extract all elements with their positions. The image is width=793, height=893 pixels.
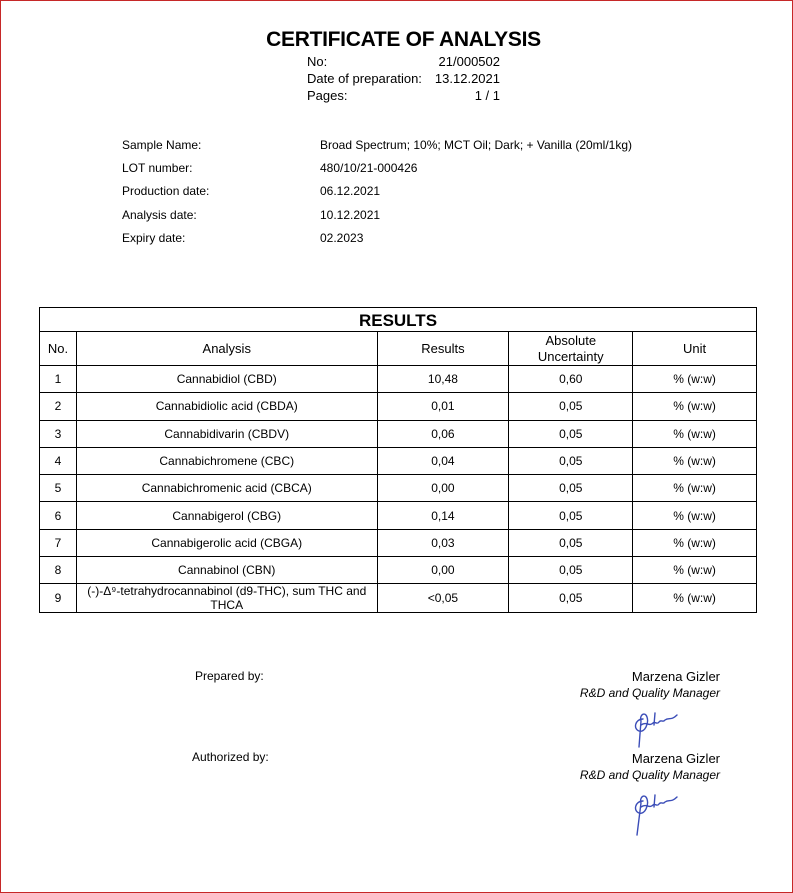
row-uncertainty: 0,05 bbox=[509, 529, 633, 556]
row-uncertainty: 0,05 bbox=[509, 420, 633, 447]
table-row bbox=[40, 584, 757, 613]
row-analysis: Cannabigerolic acid (CBGA) bbox=[76, 529, 377, 556]
row-unit: % (w:w) bbox=[633, 393, 757, 420]
row-analysis: Cannabichromene (CBC) bbox=[76, 447, 377, 474]
authorized-by-role: R&D and Quality Manager bbox=[579, 768, 720, 782]
meta-number-label: No: bbox=[307, 54, 328, 69]
sample-row bbox=[122, 160, 632, 183]
row-analysis: Cannabidiolic acid (CBDA) bbox=[76, 393, 377, 420]
row-number: 9 bbox=[40, 584, 77, 613]
row-number: 1 bbox=[40, 366, 77, 393]
row-analysis: Cannabigerol (CBG) bbox=[76, 502, 377, 529]
row-number: 7 bbox=[40, 529, 77, 556]
meta-date-label: Date of preparation: bbox=[307, 71, 422, 86]
table-row bbox=[40, 557, 757, 584]
sample-label: Sample Name: bbox=[122, 138, 202, 152]
results-table bbox=[39, 307, 757, 613]
sample-label: Production date: bbox=[122, 184, 210, 199]
row-result: 0,14 bbox=[377, 502, 509, 529]
column-header-results: Results bbox=[377, 332, 509, 366]
meta-number-value: 21/000502 bbox=[438, 54, 500, 69]
sample-value: 06.12.2021 bbox=[320, 184, 381, 199]
row-unit: % (w:w) bbox=[633, 502, 757, 529]
row-result: 0,03 bbox=[377, 529, 509, 556]
row-result: <0,05 bbox=[377, 584, 509, 613]
table-row bbox=[40, 447, 757, 474]
sample-value: Broad Spectrum; 10%; MCT Oil; Dark; + Vanilla (20ml/1kg) bbox=[320, 138, 632, 152]
certificate-meta bbox=[307, 53, 500, 104]
results-header-row bbox=[40, 332, 757, 366]
row-result: 0,01 bbox=[377, 393, 509, 420]
row-analysis: Cannabinol (CBN) bbox=[76, 557, 377, 584]
row-number: 6 bbox=[40, 502, 77, 529]
meta-pages-label: Pages: bbox=[307, 88, 348, 103]
authorized-by-label: Authorized by: bbox=[192, 750, 269, 764]
row-analysis: Cannabidiol (CBD) bbox=[76, 366, 377, 393]
prepared-by-role: R&D and Quality Manager bbox=[579, 686, 720, 700]
row-uncertainty: 0,05 bbox=[509, 475, 633, 502]
row-number: 5 bbox=[40, 475, 77, 502]
sample-value: 02.2023 bbox=[320, 230, 364, 245]
sample-label: Expiry date: bbox=[122, 230, 186, 245]
column-header-no: No. bbox=[40, 332, 77, 366]
row-uncertainty: 0,05 bbox=[509, 393, 633, 420]
prepared-by-block bbox=[580, 669, 720, 701]
row-number: 3 bbox=[40, 420, 77, 447]
row-uncertainty: 0,05 bbox=[509, 584, 633, 613]
row-uncertainty: 0,05 bbox=[509, 502, 633, 529]
row-unit: % (w:w) bbox=[633, 584, 757, 613]
signature-authorized bbox=[625, 789, 691, 843]
results-title-row bbox=[40, 308, 757, 332]
row-unit: % (w:w) bbox=[633, 366, 757, 393]
results-heading: RESULTS bbox=[40, 308, 757, 332]
row-analysis: Cannabichromenic acid (CBCA) bbox=[76, 475, 377, 502]
document-title: CERTIFICATE OF ANALYSIS bbox=[266, 28, 541, 51]
table-row bbox=[40, 420, 757, 447]
prepared-by-name: Marzena Gizler bbox=[631, 669, 720, 684]
table-row bbox=[40, 366, 757, 393]
row-unit: % (w:w) bbox=[633, 475, 757, 502]
table-row bbox=[40, 502, 757, 529]
row-number: 4 bbox=[40, 447, 77, 474]
row-unit: % (w:w) bbox=[633, 447, 757, 474]
sample-info bbox=[122, 137, 632, 253]
row-uncertainty: 0,05 bbox=[509, 447, 633, 474]
row-uncertainty: 0,60 bbox=[509, 366, 633, 393]
row-result: 0,06 bbox=[377, 420, 509, 447]
row-result: 0,04 bbox=[377, 447, 509, 474]
table-row bbox=[40, 475, 757, 502]
prepared-by-label: Prepared by: bbox=[195, 669, 264, 683]
column-header-unit: Unit bbox=[633, 332, 757, 366]
sample-value: 480/10/21-000426 bbox=[320, 161, 418, 176]
meta-date-value: 13.12.2021 bbox=[434, 71, 500, 86]
meta-row-pages bbox=[307, 87, 500, 104]
row-number: 2 bbox=[40, 393, 77, 420]
column-header-uncertainty: Absolute Uncertainty bbox=[509, 332, 633, 366]
row-analysis: Cannabidivarin (CBDV) bbox=[76, 420, 377, 447]
table-row bbox=[40, 529, 757, 556]
meta-row-number bbox=[307, 53, 500, 70]
sample-row bbox=[122, 183, 632, 206]
sample-label: LOT number: bbox=[122, 161, 193, 176]
row-uncertainty: 0,05 bbox=[509, 557, 633, 584]
sample-row bbox=[122, 207, 632, 230]
row-result: 0,00 bbox=[377, 475, 509, 502]
authorized-by-block bbox=[580, 751, 720, 783]
meta-row-date bbox=[307, 70, 500, 87]
sample-label: Analysis date: bbox=[122, 207, 197, 222]
sample-row bbox=[122, 230, 632, 253]
column-header-analysis: Analysis bbox=[76, 332, 377, 366]
row-unit: % (w:w) bbox=[633, 420, 757, 447]
row-result: 10,48 bbox=[377, 366, 509, 393]
sample-value: 10.12.2021 bbox=[320, 207, 381, 222]
row-unit: % (w:w) bbox=[633, 557, 757, 584]
row-number: 8 bbox=[40, 557, 77, 584]
authorized-by-name: Marzena Gizler bbox=[631, 751, 720, 766]
row-result: 0,00 bbox=[377, 557, 509, 584]
meta-pages-value: 1 / 1 bbox=[474, 88, 500, 103]
table-row bbox=[40, 393, 757, 420]
row-analysis: (-)-Δ⁹-tetrahydrocannabinol (d9-THC), sum THC and THCA bbox=[76, 584, 377, 613]
sample-row bbox=[122, 137, 632, 160]
row-unit: % (w:w) bbox=[633, 529, 757, 556]
